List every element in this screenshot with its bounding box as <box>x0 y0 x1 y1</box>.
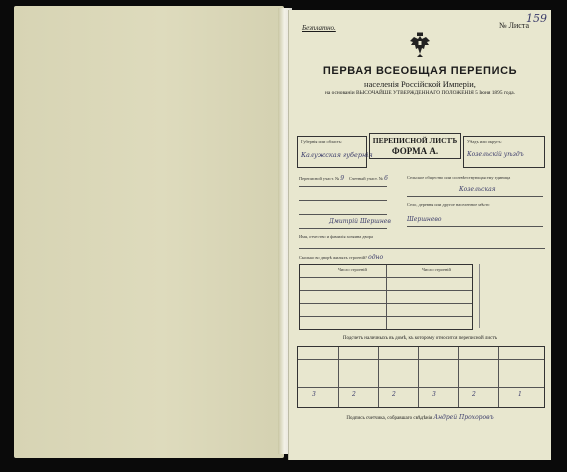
summary-cell: 2 <box>392 391 396 398</box>
divider <box>407 196 543 197</box>
divider <box>299 200 387 201</box>
summary-cell: 3 <box>312 391 316 398</box>
left-page <box>14 6 284 458</box>
census-title: ПЕРВАЯ ВСЕОБЩАЯ ПЕРЕПИСЬ <box>322 65 518 77</box>
divider <box>299 214 387 215</box>
dwellings-label: Сколько во дворѣ жилыхъ строеній? <box>299 255 367 260</box>
dwellings-value: одно <box>368 254 384 261</box>
buildings-table <box>299 264 473 330</box>
free-label: Безплатно. <box>302 24 336 32</box>
province-box <box>297 136 373 168</box>
summary-label: Подсчетъ наличныхъ въ домѣ, къ которому относится переписной листъ <box>342 336 498 341</box>
village-label: Село, деревня или другое населенное мѣсто <box>407 202 490 207</box>
province-label: Губернія или область: <box>301 139 343 144</box>
district-value: Козельскій уѣздъ <box>467 151 524 158</box>
summary-cell: 2 <box>472 391 476 398</box>
page-number: 159 <box>526 12 547 25</box>
community-label: Сельское общество или соотвѣтствующая ему единица <box>407 175 511 180</box>
divider <box>299 186 387 187</box>
district-box <box>463 136 545 168</box>
divider <box>299 248 545 249</box>
census-section-value: 9 <box>340 175 345 182</box>
form-type: ФОРМА А. <box>391 146 439 156</box>
summary-table <box>297 346 545 408</box>
census-decree: на основаніи ВЫСОЧАЙШЕ УТВЕРЖДЕННАГО ПОЛОЖЕНІЯ 5 Іюня 1895 года. <box>325 90 515 96</box>
signature-value: Андрей Прохоровъ <box>433 414 494 421</box>
counting-section-label: Счетный участ. № <box>349 176 383 181</box>
counting-section-value: 6 <box>384 175 388 182</box>
district-label: Уѣздъ или округъ: <box>467 139 502 144</box>
divider <box>407 226 543 227</box>
left-column-header: Число строеній <box>338 267 367 272</box>
owner-value: Дмитрій Шершнев <box>329 218 391 225</box>
census-form-page <box>288 10 551 460</box>
village-value: Шершнево <box>407 216 442 223</box>
signature-label: Подпись счетчика, собравшаго свѣдѣнія <box>346 416 433 421</box>
sheet-number-label: № Листа <box>498 21 529 30</box>
sheet-title: ПЕРЕПИСНОЙ ЛИСТЪ <box>372 136 458 145</box>
census-subtitle: населенія Россійской Имперіи, <box>364 79 476 89</box>
summary-cell: 3 <box>432 391 436 398</box>
divider <box>299 228 387 229</box>
imperial-eagle-emblem <box>409 32 431 58</box>
right-column-header: Число строеній <box>422 267 451 272</box>
community-value: Козельская <box>459 186 496 193</box>
form-title-box <box>369 133 461 159</box>
summary-cell: 1 <box>518 391 522 398</box>
census-section-label: Переписной участ. № <box>299 176 340 181</box>
owner-label: Имя, отчество и фамилія хозяина двора <box>299 234 373 239</box>
province-value: Калужская губернія <box>301 151 373 159</box>
summary-cell: 2 <box>352 391 356 398</box>
